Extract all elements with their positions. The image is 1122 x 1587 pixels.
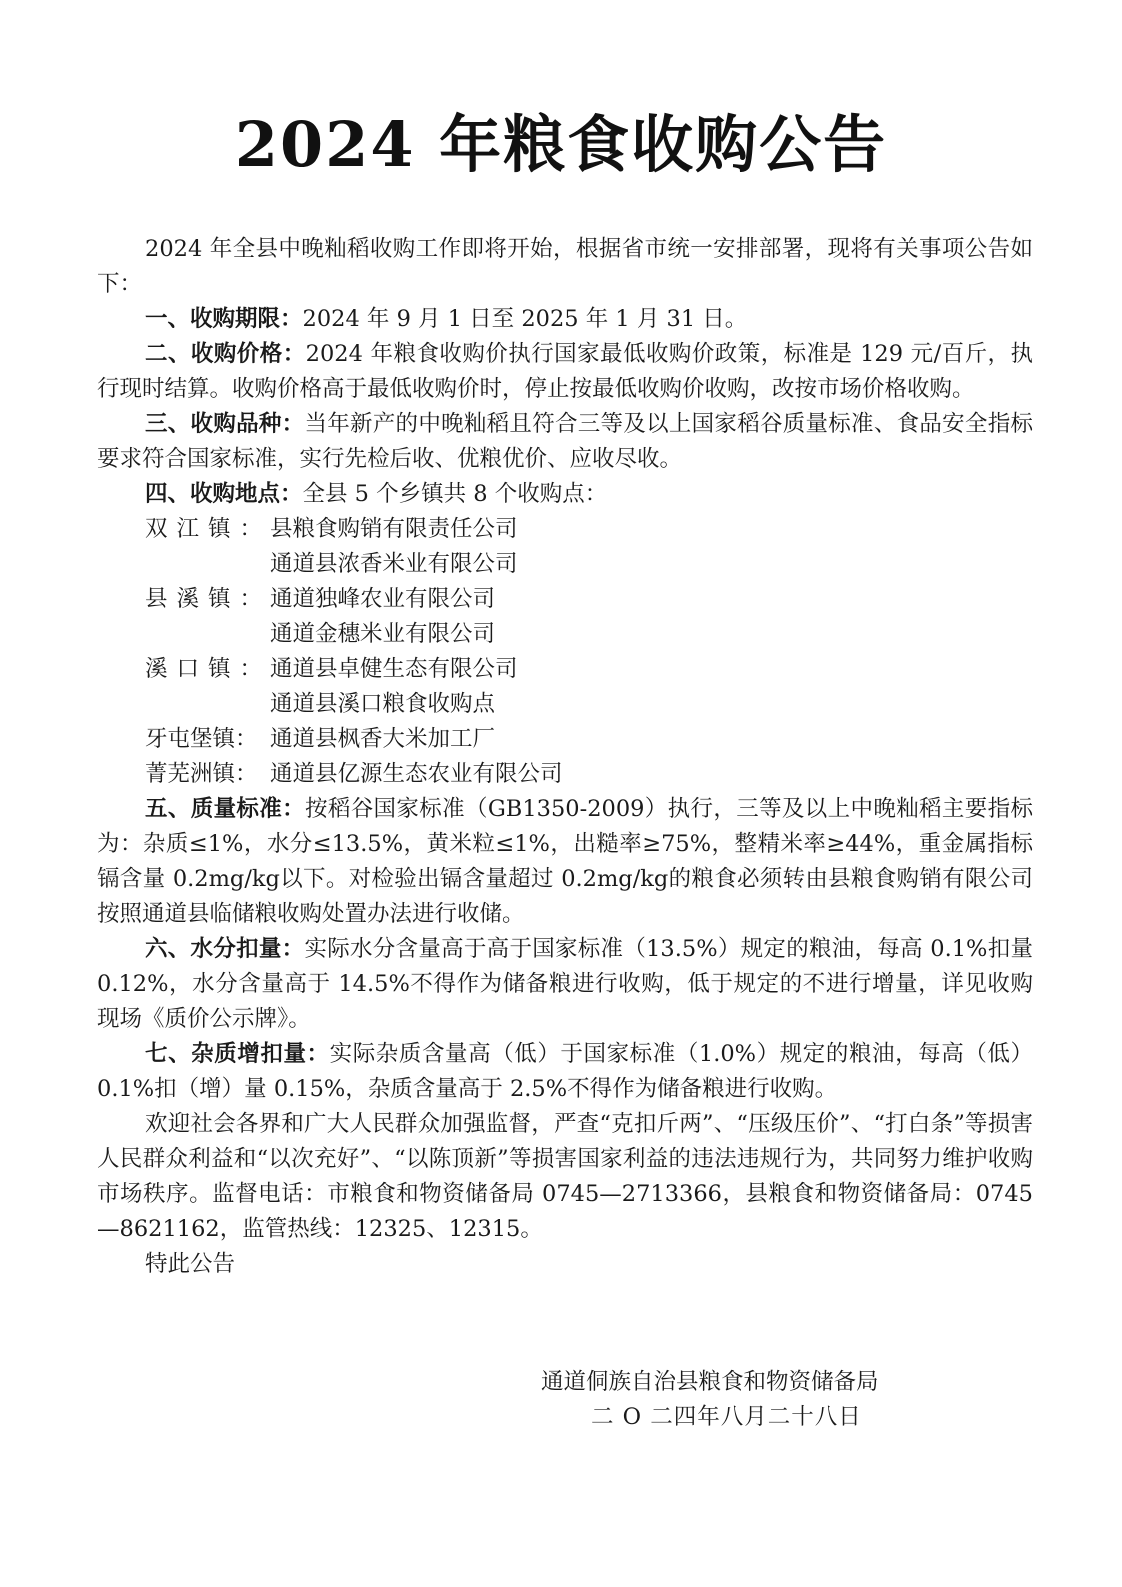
section-price-heading: 二、收购价格： <box>145 341 306 367</box>
supervision-paragraph: 欢迎社会各界和广大人民群众加强监督，严查“克扣斤两”、“压级压价”、“打白条”等损害人民群众利益和“以次充好”、“以陈顶新”等损害国家利益的违法违规行为，共同努力维护收购市场秩序。监督电话：市粮食和物资储备局 0745—2713366，县粮食和物资储备局：0745—8621162，监管热线：12325、12315。 <box>97 1111 1033 1242</box>
section-moisture-text: 实际水分含量高于高于国家标准（13.5%）规定的粮油，每高 0.1%扣量 0.12%，水分含量高于 14.5%不得作为储备粮进行收购，低于规定的不进行增量，详见收购现场《质价公示牌》。 <box>97 936 1033 1032</box>
location-row <box>97 687 1033 722</box>
location-town: 溪口镇： <box>145 656 272 682</box>
section-period-heading: 一、收购期限： <box>145 306 303 332</box>
location-company: 通道县浓香米业有限公司 <box>270 551 518 577</box>
location-town: 菁芜洲镇： <box>145 761 258 787</box>
location-town <box>145 547 270 582</box>
page-title: 2024 年粮食收购公告 <box>234 108 888 181</box>
location-town: 双江镇： <box>145 516 272 542</box>
location-company: 县粮食购销有限责任公司 <box>270 516 518 542</box>
section-location-text: 全县 5 个乡镇共 8 个收购点： <box>302 481 608 507</box>
location-company: 通道县卓健生态有限公司 <box>270 656 518 682</box>
signature-org: 通道侗族自治县粮食和物资储备局 <box>541 1369 879 1395</box>
section-impurity <box>97 1037 1033 1107</box>
announcement-body <box>97 232 1033 1282</box>
location-company: 通道金穗米业有限公司 <box>270 621 496 647</box>
location-town <box>145 617 270 652</box>
section-quality-text: 按稻谷国家标准（GB1350-2009）执行，三等及以上中晚籼稻主要指标为：杂质≤1%，水分≤13.5%，黄米粒≤1%，出糙率≥75%，整精米率≥44%，重金属指标镉含量 0.2mg/kg以下。对检验出镉含量超过 0.2mg/kg的粮食必须转由县粮食购销有限公司按照通道县临储粮收购处置办法进行收储。 <box>97 796 1033 927</box>
location-town: 牙屯堡镇： <box>145 726 258 752</box>
section-impurity-heading: 七、杂质增扣量： <box>145 1041 330 1067</box>
section-moisture-heading: 六、水分扣量： <box>145 936 305 962</box>
signature-date: 二 O 二四年八月二十八日 <box>591 1404 862 1430</box>
location-company: 通道县亿源生态农业有限公司 <box>270 761 563 787</box>
location-row <box>97 652 1033 687</box>
location-row <box>97 547 1033 582</box>
section-quality <box>97 792 1033 932</box>
closing-text: 特此公告 <box>145 1251 236 1277</box>
intro-paragraph: 2024 年全县中晚籼稻收购工作即将开始，根据省市统一安排部署，现将有关事项公告如下： <box>97 236 1033 297</box>
section-location-heading: 四、收购地点： <box>145 481 303 507</box>
location-row <box>97 757 1033 792</box>
location-company: 通道县枫香大米加工厂 <box>270 726 496 752</box>
location-town: 县溪镇： <box>145 586 272 612</box>
section-variety-heading: 三、收购品种： <box>145 411 305 437</box>
location-row <box>97 582 1033 617</box>
location-row <box>97 512 1033 547</box>
section-price-text: 2024 年粮食收购价执行国家最低收购价政策，标准是 129 元/百斤，执行现时结算。收购价格高于最低收购价时，停止按最低收购价收购，改按市场价格收购。 <box>97 341 1033 402</box>
section-location <box>97 477 1033 512</box>
location-row <box>97 617 1033 652</box>
location-row <box>97 722 1033 757</box>
section-period-text: 2024 年 9 月 1 日至 2025 年 1 月 31 日。 <box>302 306 748 332</box>
section-price <box>97 337 1033 407</box>
location-company: 通道独峰农业有限公司 <box>270 586 496 612</box>
location-company: 通道县溪口粮食收购点 <box>270 691 496 717</box>
section-variety <box>97 407 1033 477</box>
section-moisture <box>97 932 1033 1037</box>
section-quality-heading: 五、质量标准： <box>145 796 305 822</box>
location-town <box>145 687 270 722</box>
section-variety-text: 当年新产的中晚籼稻且符合三等及以上国家稻谷质量标准、食品安全指标要求符合国家标准，实行先检后收、优粮优价、应收尽收。 <box>97 411 1033 472</box>
section-period <box>97 302 1033 337</box>
section-impurity-text: 实际杂质含量高（低）于国家标准（1.0%）规定的粮油，每高（低）0.1%扣（增）量 0.15%，杂质含量高于 2.5%不得作为储备粮进行收购。 <box>97 1041 1033 1102</box>
